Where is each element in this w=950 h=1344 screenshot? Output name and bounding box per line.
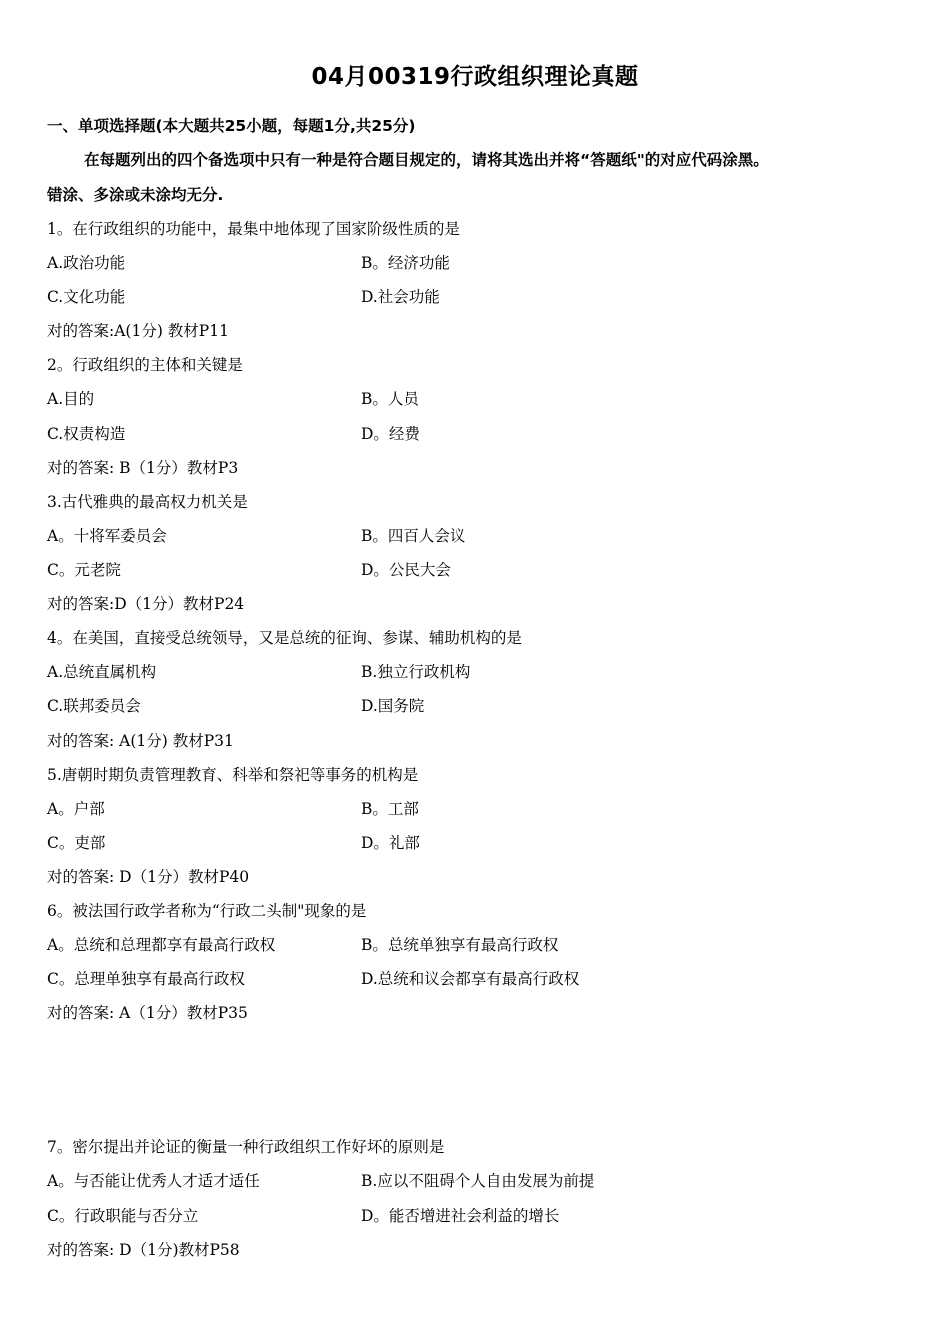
- option-d: D.国务院: [361, 697, 425, 715]
- answer-line: 对的答案:A(1分) 教材P11: [47, 322, 229, 340]
- answer-line: 对的答案: B（1分）教材P3: [47, 459, 239, 477]
- section-heading: 一、单项选择题(本大题共25小题，每题1分,共25分): [47, 117, 416, 135]
- option-c: C。总理单独享有最高行政权: [47, 970, 245, 988]
- question-stem: 3.古代雅典的最高权力机关是: [47, 493, 248, 511]
- option-c: C.联邦委员会: [47, 697, 141, 715]
- option-d: D。公民大会: [361, 561, 451, 579]
- option-b: B.独立行政机构: [361, 663, 471, 681]
- option-a: A。与否能让优秀人才适才适任: [47, 1172, 260, 1190]
- option-b: B.应以不阻碍个人自由发展为前提: [361, 1172, 595, 1190]
- answer-line: 对的答案: D（1分)教材P58: [47, 1241, 240, 1259]
- option-a: A。总统和总理都享有最高行政权: [47, 936, 276, 954]
- option-c: C。元老院: [47, 561, 121, 579]
- option-a: A.目的: [47, 390, 95, 408]
- option-c: C。吏部: [47, 834, 106, 852]
- option-b: B。总统单独享有最高行政权: [361, 936, 559, 954]
- question-stem: 7。密尔提出并论证的衡量一种行政组织工作好坏的原则是: [47, 1138, 445, 1156]
- option-a: A。十将军委员会: [47, 527, 167, 545]
- question-stem: 6。被法国行政学者称为“行政二头制"现象的是: [47, 902, 367, 920]
- option-c: C。行政职能与否分立: [47, 1207, 199, 1225]
- question-stem: 4。在美国，直接受总统领导，又是总统的征询、参谋、辅助机构的是: [47, 629, 522, 647]
- question-stem: 1。在行政组织的功能中，最集中地体现了国家阶级性质的是: [47, 220, 460, 238]
- option-a: A.政治功能: [47, 254, 126, 272]
- option-d: D.社会功能: [361, 288, 440, 306]
- option-b: B。四百人会议: [361, 527, 466, 545]
- answer-line: 对的答案:D（1分）教材P24: [47, 595, 245, 613]
- option-b: B。人员: [361, 390, 419, 408]
- option-d: D。礼部: [361, 834, 420, 852]
- answer-line: 对的答案: D（1分）教材P40: [47, 868, 250, 886]
- question-stem: 5.唐朝时期负责管理教育、科举和祭祀等事务的机构是: [47, 766, 419, 784]
- option-c: C.文化功能: [47, 288, 126, 306]
- option-a: A。户部: [47, 800, 105, 818]
- instruction-line-2: 错涂、多涂或未涂均无分.: [47, 186, 224, 204]
- option-d: D.总统和议会都享有最高行政权: [361, 970, 580, 988]
- question-stem: 2。行政组织的主体和关键是: [47, 356, 243, 374]
- page-title: 04月00319行政组织理论真题: [311, 64, 639, 90]
- option-d: D。能否增进社会利益的增长: [361, 1207, 560, 1225]
- option-c: C.权责构造: [47, 425, 126, 443]
- instruction-line-1: 在每题列出的四个备选项中只有一种是符合题目规定的，请将其选出并将“答题纸"的对应代码涂黑。: [84, 151, 769, 169]
- option-b: B。工部: [361, 800, 419, 818]
- option-b: B。经济功能: [361, 254, 450, 272]
- option-a: A.总统直属机构: [47, 663, 157, 681]
- option-d: D。经费: [361, 425, 420, 443]
- answer-line: 对的答案: A(1分) 教材P31: [47, 732, 234, 750]
- answer-line: 对的答案: A（1分）教材P35: [47, 1004, 248, 1022]
